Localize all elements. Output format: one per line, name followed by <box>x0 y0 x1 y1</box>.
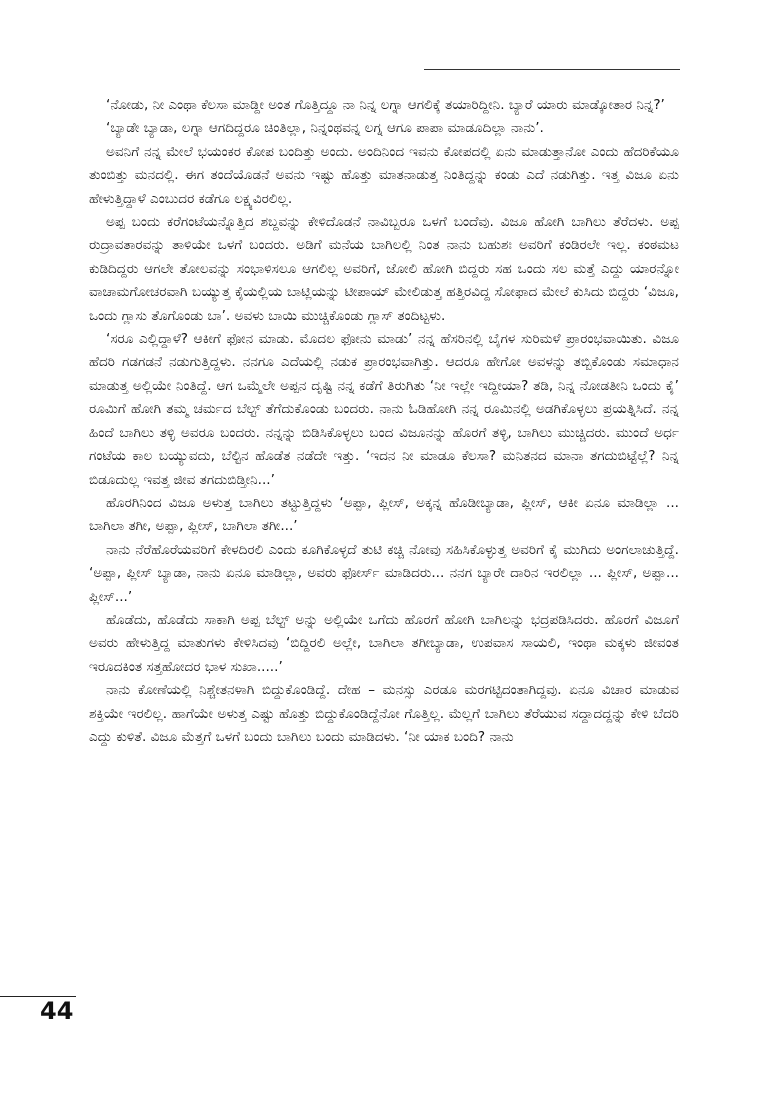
paragraph-8: ಹೊಡೆದು, ಹೊಡೆದು ಸಾಕಾಗಿ ಅಪ್ಪ ಬೆಲ್ಟ್ ಅನ್ನು ಅಲ್ಲಿಯೇ ಒಗೆದು ಹೊರಗೆ ಹೋಗಿ ಬಾಗಿಲನ್ನು ಭದ್ರಪಡಿಸಿದರು. ಹೊರಗೆ ವಿಜೂಗೆ ಅವರು ಹೇಳುತ್ತಿದ್ದ ಮಾತುಗಳು ಕೇಳಿಸಿದವು ‘ಬಿದ್ದಿರಲಿ ಅಲ್ಲೇ, ಬಾಗಿಲಾ ತಗೀಬ್ಯಾಡಾ, ಉಪವಾಸ ಸಾಯಲಿ, ಇಂಥಾ ಮಕ್ಕಳು ಜೀವಂತ ಇರೂದಕಿಂತ ಸತ್ತಹೋದರ ಭಾಳ ಸುಖಾ.....’ <box>89 611 679 675</box>
page-number: 44 <box>40 997 74 1025</box>
paragraph-7: ನಾನು ನೆರೆಹೊರೆಯವರಿಗೆ ಕೇಳದಿರಲಿ ಎಂದು ಕೂಗಿಕೊಳ್ಳದೆ ತುಟಿ ಕಚ್ಚಿ ನೋವು ಸಹಿಸಿಕೊಳ್ಳುತ್ತ ಅವರಿಗೆ ಕೈ ಮುಗಿದು ಅಂಗಲಾಚುತ್ತಿದ್ದೆ. ‘ಅಪ್ಪಾ, ಪ್ಲೀಸ್ ಬ್ಯಾಡಾ, ನಾನು ಏನೂ ಮಾಡಿಲ್ಲಾ, ಅವರು ಫೋರ್ಸ್ ಮಾಡಿದರು... ನನಗ ಬ್ಯಾರೇ ದಾರಿನ ಇರಲಿಲ್ಲಾ ... ಪ್ಲೀಸ್, ಅಪ್ಪಾ... ಪ್ಲೀಸ್...’ <box>89 541 679 605</box>
paragraph-2: ‘ಬ್ಯಾಡೇ ಬ್ಯಾಡಾ, ಲಗ್ನಾ ಆಗದಿದ್ದರೂ ಚಿಂತಿಲ್ಲಾ, ನಿನ್ನಂಥವನ್ನ ಲಗ್ನ ಆಗೂ ಪಾಪಾ ಮಾಡೂದಿಲ್ಲಾ ನಾನು’. <box>106 120 544 137</box>
paragraph-1: ‘ನೋಡು, ನೀ ಎಂಥಾ ಕೆಲಸಾ ಮಾಡ್ದೀ ಅಂತ ಗೊತ್ತಿದ್ದೂ ನಾ ನಿನ್ನ ಲಗ್ನಾ ಆಗಲಿಕ್ಕೆ ತಯಾರಿದ್ದೀನಿ. ಬ್ಯಾರೆ ಯಾರು ಮಾಡ್ಕೋತಾರ ನಿನ್ನ?’ <box>106 97 665 113</box>
body-text <box>89 94 679 749</box>
paragraph-5: ‘ಸರೂ ಎಲ್ಲಿದ್ದಾಳೆ? ಆಕೀಗೆ ಫೋನ ಮಾಡು. ಮೊದಲ ಫೋನು ಮಾಡು’ ನನ್ನ ಹೆಸರಿನಲ್ಲಿ ಬೈಗಳ ಸುರಿಮಳೆ ಪ್ರಾರಂಭವಾಯಿತು. ವಿಜೂ ಹೆದರಿ ಗಡಗಡನೆ ನಡುಗುತ್ತಿದ್ದಳು. ನನಗೂ ಎದೆಯಲ್ಲಿ ನಡುಕ ಪ್ರಾರಂಭವಾಗಿತ್ತು. ಆದರೂ ಹೇಗೋ ಅವಳನ್ನು ತಬ್ಬಿಕೊಂಡು ಸಮಾಧಾನ ಮಾಡುತ್ತ ಅಲ್ಲಿಯೇ ನಿಂತಿದ್ದೆ. ಆಗ ಒಮ್ಮೆಲೇ ಅಪ್ಪನ ದೃಷ್ಟಿ ನನ್ನ ಕಡೆಗೆ ತಿರುಗಿತು ‘ನೀ ಇಲ್ಲೇ ಇದ್ದೀಯಾ? ತಡಿ, ನಿನ್ನ ನೋಡತೀನಿ ಒಂದು ಕೈ’ ರೂಮಿಗೆ ಹೋಗಿ ತಮ್ಮ ಚರ್ಮದ ಬೆಲ್ಟ್ ತೆಗೆದುಕೊಂಡು ಬಂದರು. ನಾನು ಓಡಿಹೋಗಿ ನನ್ನ ರೂಮಿನಲ್ಲಿ ಅಡಗಿಕೊಳ್ಳಲು ಪ್ರಯತ್ನಿಸಿದೆ. ನನ್ನ ಹಿಂದೆ ಬಾಗಿಲು ತಳ್ಳಿ ಅವರೂ ಬಂದರು. ನನ್ನನ್ನು ಬಿಡಿಸಿಕೊಳ್ಳಲು ಬಂದ ವಿಜೂನನ್ನು ಹೊರಗೆ ತಳ್ಳಿ, ಬಾಗಿಲು ಮುಚ್ಚಿದರು. ಮುಂದೆ ಅರ್ಧ ಗಂಟೆಯ ಕಾಲ ಬಯ್ಯುವದು, ಬೆಲ್ಟಿನ ಹೊಡೆತ ನಡೆದೇ ಇತ್ತು. ‘ಇದನ ನೀ ಮಾಡೂ ಕೆಲಸಾ? ಮನಿತನದ ಮಾನಾ ತಗದುಬಿಟ್ಟೆಲ್ಲೆ? ನಿನ್ನ ಬಿಡೂದುಲ್ಲ ಇವತ್ತ ಜೀವ ತಗದುಬಿಡ್ತೀನಿ...’ <box>89 331 679 488</box>
paragraph-6: ಹೊರಗಿನಿಂದ ವಿಜೂ ಅಳುತ್ತ ಬಾಗಿಲು ತಟ್ಟುತ್ತಿದ್ದಳು ‘ಅಪ್ಪಾ, ಪ್ಲೀಸ್, ಅಕ್ಕನ್ನ ಹೊಡೀಬ್ಯಾಡಾ, ಪ್ಲೀಸ್, ಆಕೀ ಏನೂ ಮಾಡಿಲ್ಲಾ ... ಬಾಗಿಲಾ ತಗೀ, ಅಪ್ಪಾ, ಪ್ಲೀಸ್, ಬಾಗಿಲಾ ತಗೀ...’ <box>89 494 679 535</box>
paragraph-9: ನಾನು ಕೋಣೆಯಲ್ಲಿ ನಿಶ್ಚೇತನಳಾಗಿ ಬಿದ್ದುಕೊಂಡಿದ್ದೆ. ದೇಹ – ಮನಸ್ಸು ಎರಡೂ ಮರಗಟ್ಟಿದಂತಾಗಿದ್ದವು. ಏನೂ ವಿಚಾರ ಮಾಡುವ ಶಕ್ತಿಯೇ ಇರಲಿಲ್ಲ. ಹಾಗೆಯೇ ಅಳುತ್ತ ಎಷ್ಟು ಹೊತ್ತು ಬಿದ್ದುಕೊಂಡಿದ್ದೆನೋ ಗೊತ್ತಿಲ್ಲ. ಮೆಲ್ಲಗೆ ಬಾಗಿಲು ತೆರೆಯುವ ಸದ್ದಾದದ್ದನ್ನು ಕೇಳಿ ಬೆದರಿ ಎದ್ದು ಕುಳಿತೆ. ವಿಜೂ ಮೆತ್ತಗೆ ಒಳಗೆ ಬಂದು ಬಾಗಿಲು ಬಂದು ಮಾಡಿದಳು. ‘ನೀ ಯಾಕ ಬಂದಿ? ನಾನು <box>89 682 679 745</box>
top-rule <box>424 69 680 70</box>
paragraph-3: ಅವನಿಗೆ ನನ್ನ ಮೇಲೆ ಭಯಂಕರ ಕೋಪ ಬಂದಿತ್ತು ಅಂದು. ಅಂದಿನಿಂದ ಇವನು ಕೋಪದಲ್ಲಿ ಏನು ಮಾಡುತ್ತಾನೋ ಎಂದು ಹೆದರಿಕೆಯೂ ತುಂಬಿತ್ತು ಮನದಲ್ಲಿ. ಈಗ ತಂದೆಯೊಡನೆ ಅವನು ಇಷ್ಟು ಹೊತ್ತು ಮಾತನಾಡುತ್ತ ನಿಂತಿದ್ದನ್ನು ಕಂಡು ಎದೆ ನಡುಗಿತ್ತು. ಇತ್ತ ವಿಜೂ ಏನು ಹೇಳುತ್ತಿದ್ದಾಳೆ ಎಂಬುದರ ಕಡೆಗೂ ಲಕ್ಷ್ಯವಿರಲಿಲ್ಲ. <box>89 143 679 207</box>
paragraph-4: ಅಪ್ಪ ಬಂದು ಕರೆಗಂಟೆಯನ್ನೊತ್ತಿದ ಶಬ್ದವನ್ನು ಕೇಳಿದೊಡನೆ ನಾವಿಬ್ಬರೂ ಒಳಗೆ ಬಂದೆವು. ವಿಜೂ ಹೋಗಿ ಬಾಗಿಲು ತೆರೆದಳು. ಅಪ್ಪ ರುದ್ರಾವತಾರವನ್ನು ತಾಳಿಯೇ ಒಳಗೆ ಬಂದರು. ಅಡಿಗೆ ಮನೆಯ ಬಾಗಿಲಲ್ಲಿ ನಿಂತ ನಾನು ಬಹುಶಃ ಅವರಿಗೆ ಕಂಡಿರಲೇ ಇಲ್ಲ. ಕಂಠಮಟ ಕುಡಿದಿದ್ದರು ಆಗಲೇ ತೋಲವನ್ನು ಸಂಭಾಳಿಸಲೂ ಆಗಲಿಲ್ಲ ಅವರಿಗೆ, ಜೋಲಿ ಹೋಗಿ ಬಿದ್ದರು ಸಹ ಒಂದು ಸಲ ಮತ್ತೆ ಎದ್ದು ಯಾರನ್ನೋ ವಾಚಾಮಗೋಚರವಾಗಿ ಬಯ್ಯುತ್ತ ಕೈಯಲ್ಲಿಯ ಬಾಟ್ಲಿಯನ್ನು ಟೀಪಾಯ್ ಮೇಲಿಡುತ್ತ ಹತ್ತಿರವಿದ್ದ ಸೋಫಾದ ಮೇಲೆ ಕುಸಿದು ಬಿದ್ದರು ‘ವಿಜೂ, ಒಂದು ಗ್ಲಾಸು ತೊಗೊಂಡು ಬಾ’. ಅವಳು ಬಾಯಿ ಮುಚ್ಚಿಕೊಂಡು ಗ್ಲಾಸ್ ತಂದಿಟ್ಟಳು. <box>89 214 679 324</box>
